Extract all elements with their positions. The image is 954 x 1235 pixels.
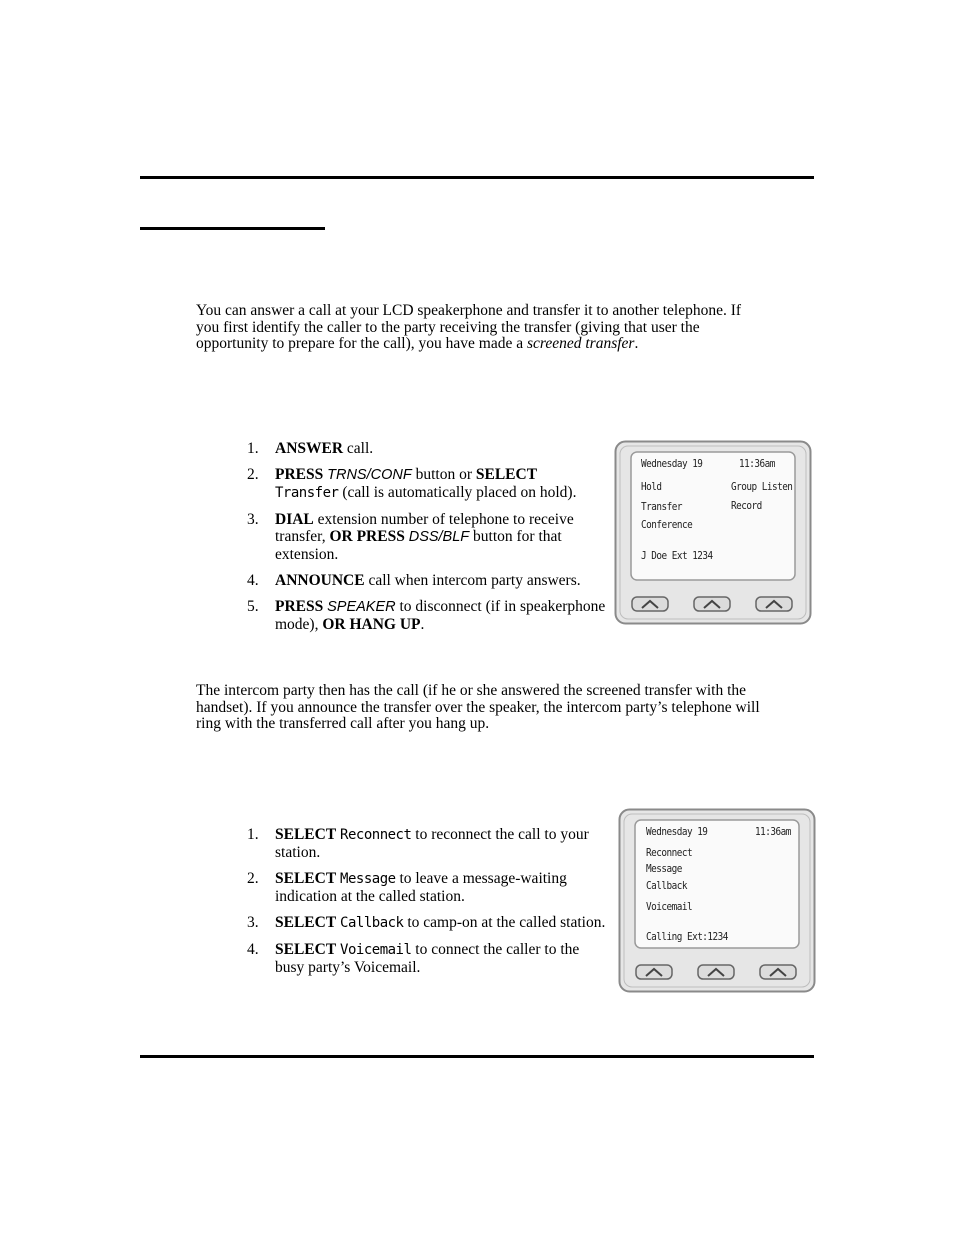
- lcd2-softkey-message[interactable]: Message: [646, 862, 682, 875]
- option-3: 3. SELECT Callback to camp-on at the called station.: [247, 914, 606, 931]
- lcd1-softkey-record[interactable]: Record: [731, 499, 762, 512]
- transfer-steps: [247, 440, 607, 642]
- lcd-transfer: Transfer: [275, 485, 339, 501]
- lcd1-softkey-group-listen[interactable]: Group Listen: [731, 480, 793, 493]
- footer-rule: [140, 1055, 814, 1058]
- lcd-phone-display-busy: [618, 808, 816, 993]
- lcd2-time: 11:36am: [755, 825, 791, 838]
- dss-blf-key: DSS/BLF: [408, 529, 470, 545]
- option-4: 4. SELECT Voicemail to connect the caller to the busy party’s Voicemail.: [247, 941, 580, 976]
- lcd-reconnect: Reconnect: [340, 827, 412, 843]
- step-2: 2. PRESS TRNS/CONF button or SELECT Transfer (call is automatically placed on hold).: [247, 466, 577, 501]
- intro-emphasis: screened transfer: [526, 335, 635, 352]
- step-5: 5. PRESS SPEAKER to disconnect (if in speakerphone mode), OR HANG UP.: [247, 598, 606, 633]
- lcd2-softkey-reconnect[interactable]: Reconnect: [646, 846, 693, 859]
- lcd1-softkey-hold[interactable]: Hold: [641, 480, 662, 493]
- lcd1-caller-id: J Doe Ext 1234: [641, 549, 713, 562]
- step-4: 4. ANNOUNCE call when intercom party answers.: [247, 572, 581, 589]
- lcd2-calling-ext: Calling Ext:1234: [646, 930, 728, 943]
- lcd-message: Message: [340, 871, 396, 887]
- speaker-key: SPEAKER: [327, 599, 396, 615]
- lcd1-softkey-conference[interactable]: Conference: [641, 518, 693, 531]
- lcd2-day: Wednesday 19: [646, 825, 708, 838]
- header-rule: [140, 176, 814, 179]
- lcd2-softkey-callback[interactable]: Callback: [646, 879, 687, 892]
- lcd-phone-display-transfer: [614, 440, 812, 625]
- step-3: 3. DIAL extension number of telephone to receive transfer, OR PRESS DSS/BLF button for that extension.: [247, 511, 574, 563]
- lcd1-time: 11:36am: [739, 457, 775, 470]
- lcd-voicemail: Voicemail: [340, 942, 412, 958]
- softkey-buttons: [632, 597, 792, 611]
- lcd1-softkey-transfer[interactable]: Transfer: [641, 500, 682, 513]
- lcd1-day: Wednesday 19: [641, 457, 703, 470]
- section-rule: [140, 227, 325, 230]
- after-paragraph: The intercom party then has the call (if he or she answered the screened transfer with the handset). If you announce the transfer over the speaker, the intercom party’s telephone will ring with the transferred call after you hang up.: [196, 682, 760, 732]
- lcd2-softkey-voicemail[interactable]: Voicemail: [646, 900, 693, 913]
- trns-conf-key: TRNS/CONF: [327, 467, 412, 483]
- lcd-callback: Callback: [340, 915, 404, 931]
- busy-options-steps: [247, 826, 607, 985]
- option-1: 1. SELECT Reconnect to reconnect the call to your station.: [247, 826, 589, 861]
- softkey-buttons: [636, 965, 796, 979]
- step-1: 1. ANSWER call.: [247, 440, 374, 457]
- option-2: 2. SELECT Message to leave a message-waiting indication at the called station.: [247, 870, 567, 905]
- intro-paragraph: You can answer a call at your LCD speakerphone and transfer it to another telephone. If you first identify the caller to the party receiving the transfer (giving that user the opportunity to prepare for the call), you have made a screened transfer.: [196, 302, 742, 352]
